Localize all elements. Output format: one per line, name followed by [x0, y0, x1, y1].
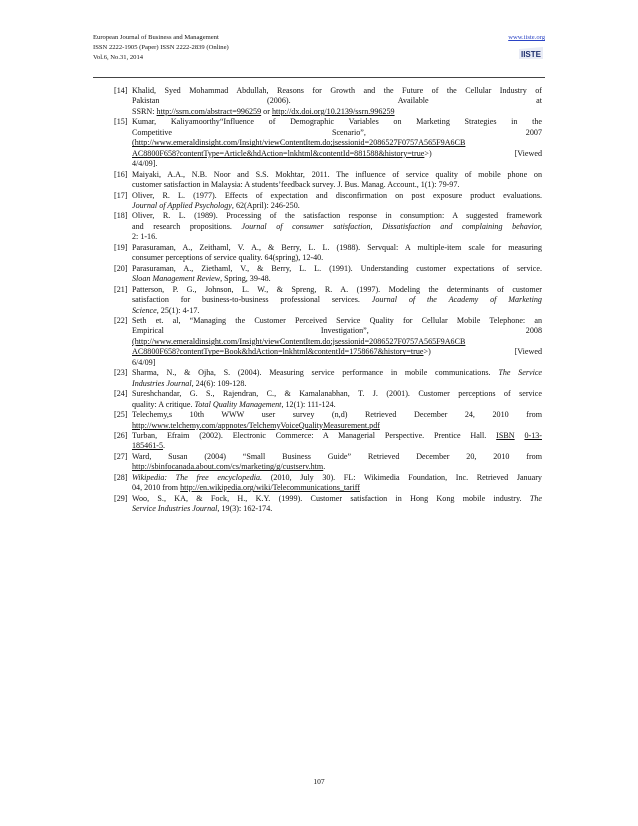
reference-line — [132, 274, 542, 284]
reference-number: [28] — [114, 472, 128, 482]
reference-italic-text: Wikipedia: The free encyclopedia. — [132, 472, 263, 482]
reference-text: (2010, July 30). FL: Wikimedia Foundation, Inc. Retrieved January — [262, 472, 542, 482]
running-header — [93, 33, 545, 63]
iiste-logo — [517, 45, 545, 61]
reference-text: Ward, Susan (2004) “Small Business Guide” Retrieved December 20, 2010 from — [132, 451, 542, 461]
reference-line — [132, 232, 542, 242]
reference-number: [14] — [114, 86, 128, 95]
reference-italic-text: Journal of the Academy of Marketing — [371, 295, 542, 305]
reference-line — [132, 504, 542, 514]
reference-text: , Spring, 39-48. — [220, 274, 271, 284]
reference-text: Parasuraman, A., Ziethaml, V., & Berry, L. L. (1991). Understanding customer expectations of service. — [132, 263, 542, 273]
reference-line — [132, 149, 542, 159]
reference-italic-text: Journal of consumer satisfaction, Dissatisfaction and complaining behavior, — [241, 221, 542, 231]
reference-item — [114, 191, 542, 212]
reference-italic-text: Service Industries Journal — [132, 504, 218, 514]
reference-italic-text: Total Quality Management — [194, 399, 282, 409]
reference-text: >) [Viewed — [424, 148, 542, 158]
reference-number: [29] — [114, 493, 128, 503]
reference-number: [22] — [114, 315, 128, 325]
reference-line — [132, 473, 542, 483]
reference-text: SSRN: — [132, 106, 157, 116]
reference-line — [132, 358, 542, 368]
reference-line — [132, 295, 542, 305]
reference-line — [132, 494, 542, 504]
issn-line: ISSN 2222-1905 (Paper) ISSN 2222-2839 (Online) — [93, 44, 229, 51]
reference-line — [132, 379, 542, 389]
reference-line — [132, 368, 542, 378]
reference-item — [114, 473, 542, 494]
reference-link[interactable]: ISBN — [496, 430, 515, 440]
journal-name: European Journal of Business and Management — [93, 34, 219, 41]
reference-number: [21] — [114, 284, 128, 294]
reference-line — [132, 191, 542, 201]
reference-line — [132, 159, 542, 169]
reference-line — [132, 211, 542, 221]
reference-line — [132, 452, 542, 462]
reference-text: Competitive Scenario”, 2007 — [132, 127, 542, 137]
reference-item — [114, 117, 542, 169]
reference-text: , 62(April): 246-250. — [231, 200, 300, 210]
reference-line — [132, 389, 542, 399]
reference-item — [114, 86, 542, 117]
reference-text: , 24(6): 109-128. — [191, 378, 247, 388]
reference-text: Kumar, Kaliyamoorthy“Influence of Demographic Variables on Marketing Strategies in the — [132, 117, 542, 127]
reference-text: or — [261, 106, 272, 116]
reference-item — [114, 494, 542, 515]
reference-list — [114, 86, 542, 515]
reference-italic-text: Industries Journal — [132, 378, 192, 388]
reference-line — [132, 431, 542, 441]
reference-item — [114, 452, 542, 473]
reference-link[interactable]: AC8800F658?contentType=Book&hdAction=lnkhtml&contentId=1758667&history=true — [132, 347, 424, 357]
reference-italic-text: The Service — [498, 368, 542, 378]
reference-text: 4/4/09]. — [132, 159, 158, 169]
reference-italic-text: Science — [132, 305, 157, 315]
reference-line — [132, 170, 542, 180]
reference-link[interactable]: http://ssrn.com/abstract=996259 — [156, 106, 262, 116]
reference-item — [114, 211, 542, 242]
reference-text: >) [Viewed — [423, 347, 542, 357]
reference-text: Oliver, R. L. (1977). Effects of expectation and disconfirmation on post exposure product evaluations. — [132, 190, 542, 200]
reference-line — [132, 441, 542, 451]
reference-link[interactable]: 0-13- — [524, 430, 542, 440]
reference-number: [26] — [114, 430, 128, 440]
reference-text: Khalid, Syed Mohammad Abdullah, Reasons for Growth and the Future of the Cellular Industry of — [132, 86, 542, 95]
reference-text: 2: 1-16. — [132, 232, 158, 242]
reference-item — [114, 264, 542, 285]
reference-text: Maiyaki, A.A., N.B. Noor and S.S. Mokhtar, 2011. The influence of service quality of mobile phone on — [132, 169, 542, 179]
reference-text: consumer perceptions of service quality. 64(spring), 12-40. — [132, 253, 324, 263]
reference-text: Telechemy,s 10th WWW user survey (n,d) Retrieved December 24, 2010 from — [132, 410, 542, 420]
reference-text: Pakistan (2006). Available at — [132, 96, 542, 106]
reference-line — [132, 483, 542, 493]
reference-text: satisfaction for business-to-business professional services. — [132, 295, 372, 305]
reference-line — [132, 128, 542, 138]
reference-line — [132, 107, 542, 117]
reference-text: 6/4/09] — [132, 357, 156, 367]
reference-text — [515, 431, 525, 440]
reference-number: [27] — [114, 451, 128, 461]
reference-line — [132, 400, 542, 410]
reference-line — [132, 222, 542, 232]
reference-text: Turban, Efraim (2002). Electronic Commerce: A Managerial Perspective. Prentice Hall. — [132, 430, 497, 440]
reference-line — [132, 138, 542, 148]
reference-text: , 12(1): 111-124. — [281, 399, 336, 409]
reference-line — [132, 243, 542, 253]
reference-line — [132, 326, 542, 336]
reference-line — [132, 285, 542, 295]
reference-text: Patterson, P. G., Johnson, L. W., & Spreng, R. A. (1997). Modeling the determinants of customer — [132, 284, 542, 294]
reference-item — [114, 368, 542, 389]
reference-line — [132, 306, 542, 316]
reference-text: Woo, S., KA, & Fock, H., K.Y. (1999). Customer satisfaction in Hong Kong mobile industry. — [132, 493, 530, 503]
svg-text:IISTE: IISTE — [520, 50, 542, 59]
reference-line — [132, 117, 542, 127]
reference-line — [132, 180, 542, 190]
reference-link[interactable]: http://en.wikipedia.org/wiki/Telecommunications_tariff — [180, 483, 360, 493]
reference-number: [25] — [114, 410, 128, 420]
reference-text: and research propositions. — [132, 221, 242, 231]
reference-line — [132, 253, 542, 263]
reference-number: [15] — [114, 117, 128, 127]
reference-line — [132, 410, 542, 420]
reference-line — [132, 264, 542, 274]
header-divider — [93, 77, 545, 78]
reference-link[interactable]: (http://www.emeraldinsight.com/Insight/viewContentItem.do;jsessionid=2086527F0757A565F9A6CB — [132, 336, 466, 346]
reference-number: [17] — [114, 190, 128, 200]
reference-link[interactable]: (http://www.emeraldinsight.com/Insight/viewContentItem.do;jsessionid=2086527F0757A565F9A6CB — [132, 138, 466, 148]
reference-text: Oliver, R. L. (1989). Processing of the satisfaction response in consumption: A suggested framework — [132, 211, 542, 221]
reference-item — [114, 316, 542, 368]
reference-line — [132, 86, 542, 96]
reference-text: Sharma, N., & Ojha, S. (2004). Measuring service performance in mobile communications. — [132, 368, 499, 378]
reference-text: , 19(3): 162-174. — [217, 504, 273, 514]
reference-item — [114, 170, 542, 191]
reference-number: [19] — [114, 242, 128, 252]
reference-italic-text: Sloan Management Review — [132, 274, 221, 284]
reference-text: Parasuraman, A., Zeithaml, V. A., & Berry, L. L. (1988). Servqual: A multiple-item scale for measuring — [132, 242, 542, 252]
reference-text: Sureshchandar, G. S., Rajendran, C., & Kamalanabhan, T. J. (2001). Customer perceptions of service — [132, 389, 542, 399]
reference-link[interactable]: http://dx.doi.org/10.2139/ssrn.996259 — [271, 106, 395, 116]
reference-line — [132, 337, 542, 347]
volume-line: Vol.6, No.31, 2014 — [93, 54, 144, 61]
reference-number: [18] — [114, 211, 128, 221]
reference-line — [132, 316, 542, 326]
reference-item — [114, 389, 542, 410]
reference-text: . — [163, 441, 166, 451]
reference-text: , 25(1): 4-17. — [156, 305, 200, 315]
reference-line — [132, 347, 542, 357]
reference-line — [132, 96, 542, 106]
website-link[interactable]: www.iiste.org — [508, 34, 545, 41]
reference-text: quality: A critique. — [132, 399, 195, 409]
reference-italic-text: The — [529, 493, 542, 503]
reference-line — [132, 421, 542, 431]
reference-italic-text: Journal of Applied Psychology — [132, 200, 232, 210]
reference-number: [24] — [114, 389, 128, 399]
reference-link[interactable]: http://www.telchemy.com/appnotes/TelchemyVoiceQualityMeasurement.pdf — [132, 420, 380, 430]
reference-item — [114, 410, 542, 431]
reference-text: . — [323, 462, 326, 472]
reference-line — [132, 201, 542, 211]
reference-link[interactable]: AC8800F658?contentType=Article&hdAction=lnkhtml&contentId=881588&history=true — [132, 148, 425, 158]
reference-text: Seth et. al, “Managing the Customer Perceived Service Quality for Cellular Mobile Telephone: an — [132, 315, 542, 325]
reference-number: [23] — [114, 368, 128, 378]
reference-line — [132, 462, 542, 472]
reference-text: Empirical Investigation”, 2008 — [132, 326, 542, 336]
reference-link[interactable]: http://sbinfocanada.about.com/cs/marketing/g/custserv.htm — [132, 462, 324, 472]
reference-text: customer satisfaction in Malaysia: A students’feedback survey. J. Bus. Manag. Account., 1(1): 79-97. — [132, 180, 460, 190]
reference-number: [20] — [114, 263, 128, 273]
reference-item — [114, 285, 542, 316]
reference-item — [114, 243, 542, 264]
reference-text: 04, 2010 from — [132, 483, 181, 493]
reference-link[interactable]: 185461-5 — [132, 441, 164, 451]
reference-number: [16] — [114, 169, 128, 179]
page-number: 107 — [313, 777, 325, 786]
reference-item — [114, 431, 542, 452]
